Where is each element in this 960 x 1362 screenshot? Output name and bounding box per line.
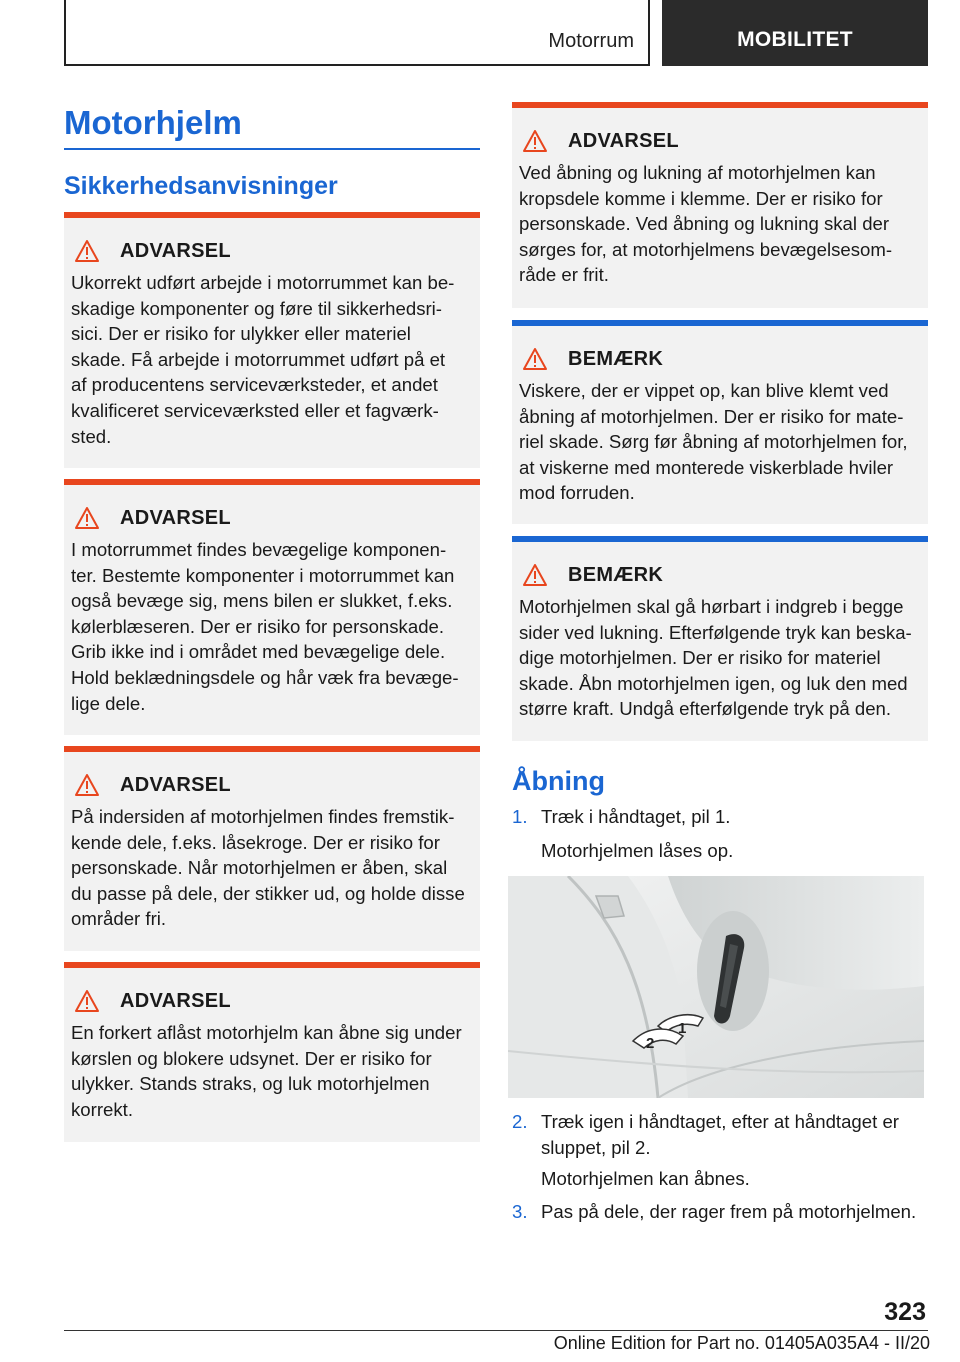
warning-callout: [64, 962, 480, 1142]
warning-callout: [512, 102, 928, 308]
step-item: [512, 1199, 916, 1225]
warning-callout: [64, 212, 480, 468]
callout-label: ADVARSEL: [568, 129, 679, 152]
step-number: 2.: [512, 1111, 528, 1132]
header-section-title: Motorrum: [548, 30, 634, 52]
arrow-label-1: 1: [678, 1020, 687, 1037]
warning-triangle-icon: [74, 989, 100, 1013]
step-result: Motorhjelmen låses op.: [541, 840, 734, 861]
section-subtitle: Sikkerhedsanvisninger: [64, 172, 338, 200]
warning-triangle-icon: [74, 773, 100, 797]
callout-text: Motorhjelmen skal gå hørbart i indgreb i begge sider ved lukning. Efterfølgende tryk kan beska- dige motorhjelmen. Der er risiko for materiel skade. Åbn motorhjelmen igen, og luk den med større kraft. Undgå efterfølgende tryk på den.: [519, 596, 912, 720]
warning-triangle-icon: [74, 239, 100, 263]
hood-release-drawing: [508, 876, 924, 1098]
arrow-label-2: 2: [646, 1035, 655, 1052]
warning-triangle-icon: [74, 506, 100, 530]
callout-text: En forkert aflåst motorhjelm kan åbne sig under kørslen og blokere udsynet. Der er risiko for ulykker. Stands straks, og luk motorhjelmen korrekt.: [71, 1022, 462, 1120]
callout-text: Ved åbning og lukning af motorhjelmen kan kropsdele komme i klemme. Der er risiko for personskade. Ved åbning og lukning skal der sørges for, at motorhjelmens bevægelsesom- råde er frit.: [519, 162, 893, 286]
note-callout: [512, 536, 928, 741]
callout-label: BEMÆRK: [568, 563, 664, 586]
caution-triangle-icon: [522, 347, 548, 371]
footer-divider: [64, 1330, 928, 1331]
callout-text: På indersiden af motorhjelmen findes fremstik- kende dele, f.eks. låsekroge. Der er risiko for personskade. Når motorhjelmen er åben, skal du passe på dele, der stikker ud, og holde disse områder fri.: [71, 806, 465, 930]
callout-label: ADVARSEL: [120, 773, 231, 796]
step-text: Træk igen i håndtaget, efter at håndtaget er sluppet, pil 2.: [541, 1111, 899, 1158]
step-item: [512, 1109, 899, 1160]
callout-text: Ukorrekt udført arbejde i motorrummet kan be- skadige komponenter og føre til sikkerhedsri- sici. Der er risiko for ulykker eller materiel skade. Få arbejde i motorrummet udført på et af producentens serviceværksteder, et andet kvalificeret serviceværksted eller et fagværk- sted.: [71, 272, 455, 447]
caution-triangle-icon: [522, 563, 548, 587]
header-chapter-tab: MOBILITET: [662, 0, 928, 66]
opening-heading: Åbning: [512, 766, 605, 796]
warning-callout: [64, 746, 480, 951]
note-callout: [512, 320, 928, 524]
step-text: Pas på dele, der rager frem på motorhjelmen.: [541, 1201, 917, 1222]
callout-label: BEMÆRK: [568, 347, 664, 370]
step-number: 3.: [512, 1201, 528, 1222]
page-number: 323: [884, 1298, 926, 1326]
callout-label: ADVARSEL: [120, 989, 231, 1012]
header-section-box: [64, 0, 650, 66]
callout-text: Viskere, der er vippet op, kan blive klemt ved åbning af motorhjelmen. Der er risiko for mate- riel skade. Sørg før åbning af motorhjelmen for, at viskerne med monterede viskerblade hviler mod forruden.: [519, 380, 908, 504]
hood-release-illustration: [508, 876, 924, 1098]
step-result: Motorhjelmen kan åbnes.: [541, 1168, 750, 1189]
title-divider: [64, 148, 480, 150]
step-number: 1.: [512, 806, 528, 827]
warning-triangle-icon: [522, 129, 548, 153]
step-item: [512, 804, 730, 830]
step-text: Træk i håndtaget, pil 1.: [541, 806, 731, 827]
warning-callout: [64, 479, 480, 735]
callout-label: ADVARSEL: [120, 239, 231, 262]
footer-edition-text: Online Edition for Part no. 01405A035A4 - II/20: [553, 1333, 930, 1353]
page-title: Motorhjelm: [64, 104, 242, 141]
callout-label: ADVARSEL: [120, 506, 231, 529]
callout-text: I motorrummet findes bevægelige komponen- ter. Bestemte komponenter i motorrummet kan også bevæge sig, mens bilen er slukket, f.eks. kølerblæseren. Der er risiko for personskade. Grib ikke ind i området med bevægelige dele. Hold beklædningsdele og hår væk fra bevæge- lige dele.: [71, 539, 459, 714]
